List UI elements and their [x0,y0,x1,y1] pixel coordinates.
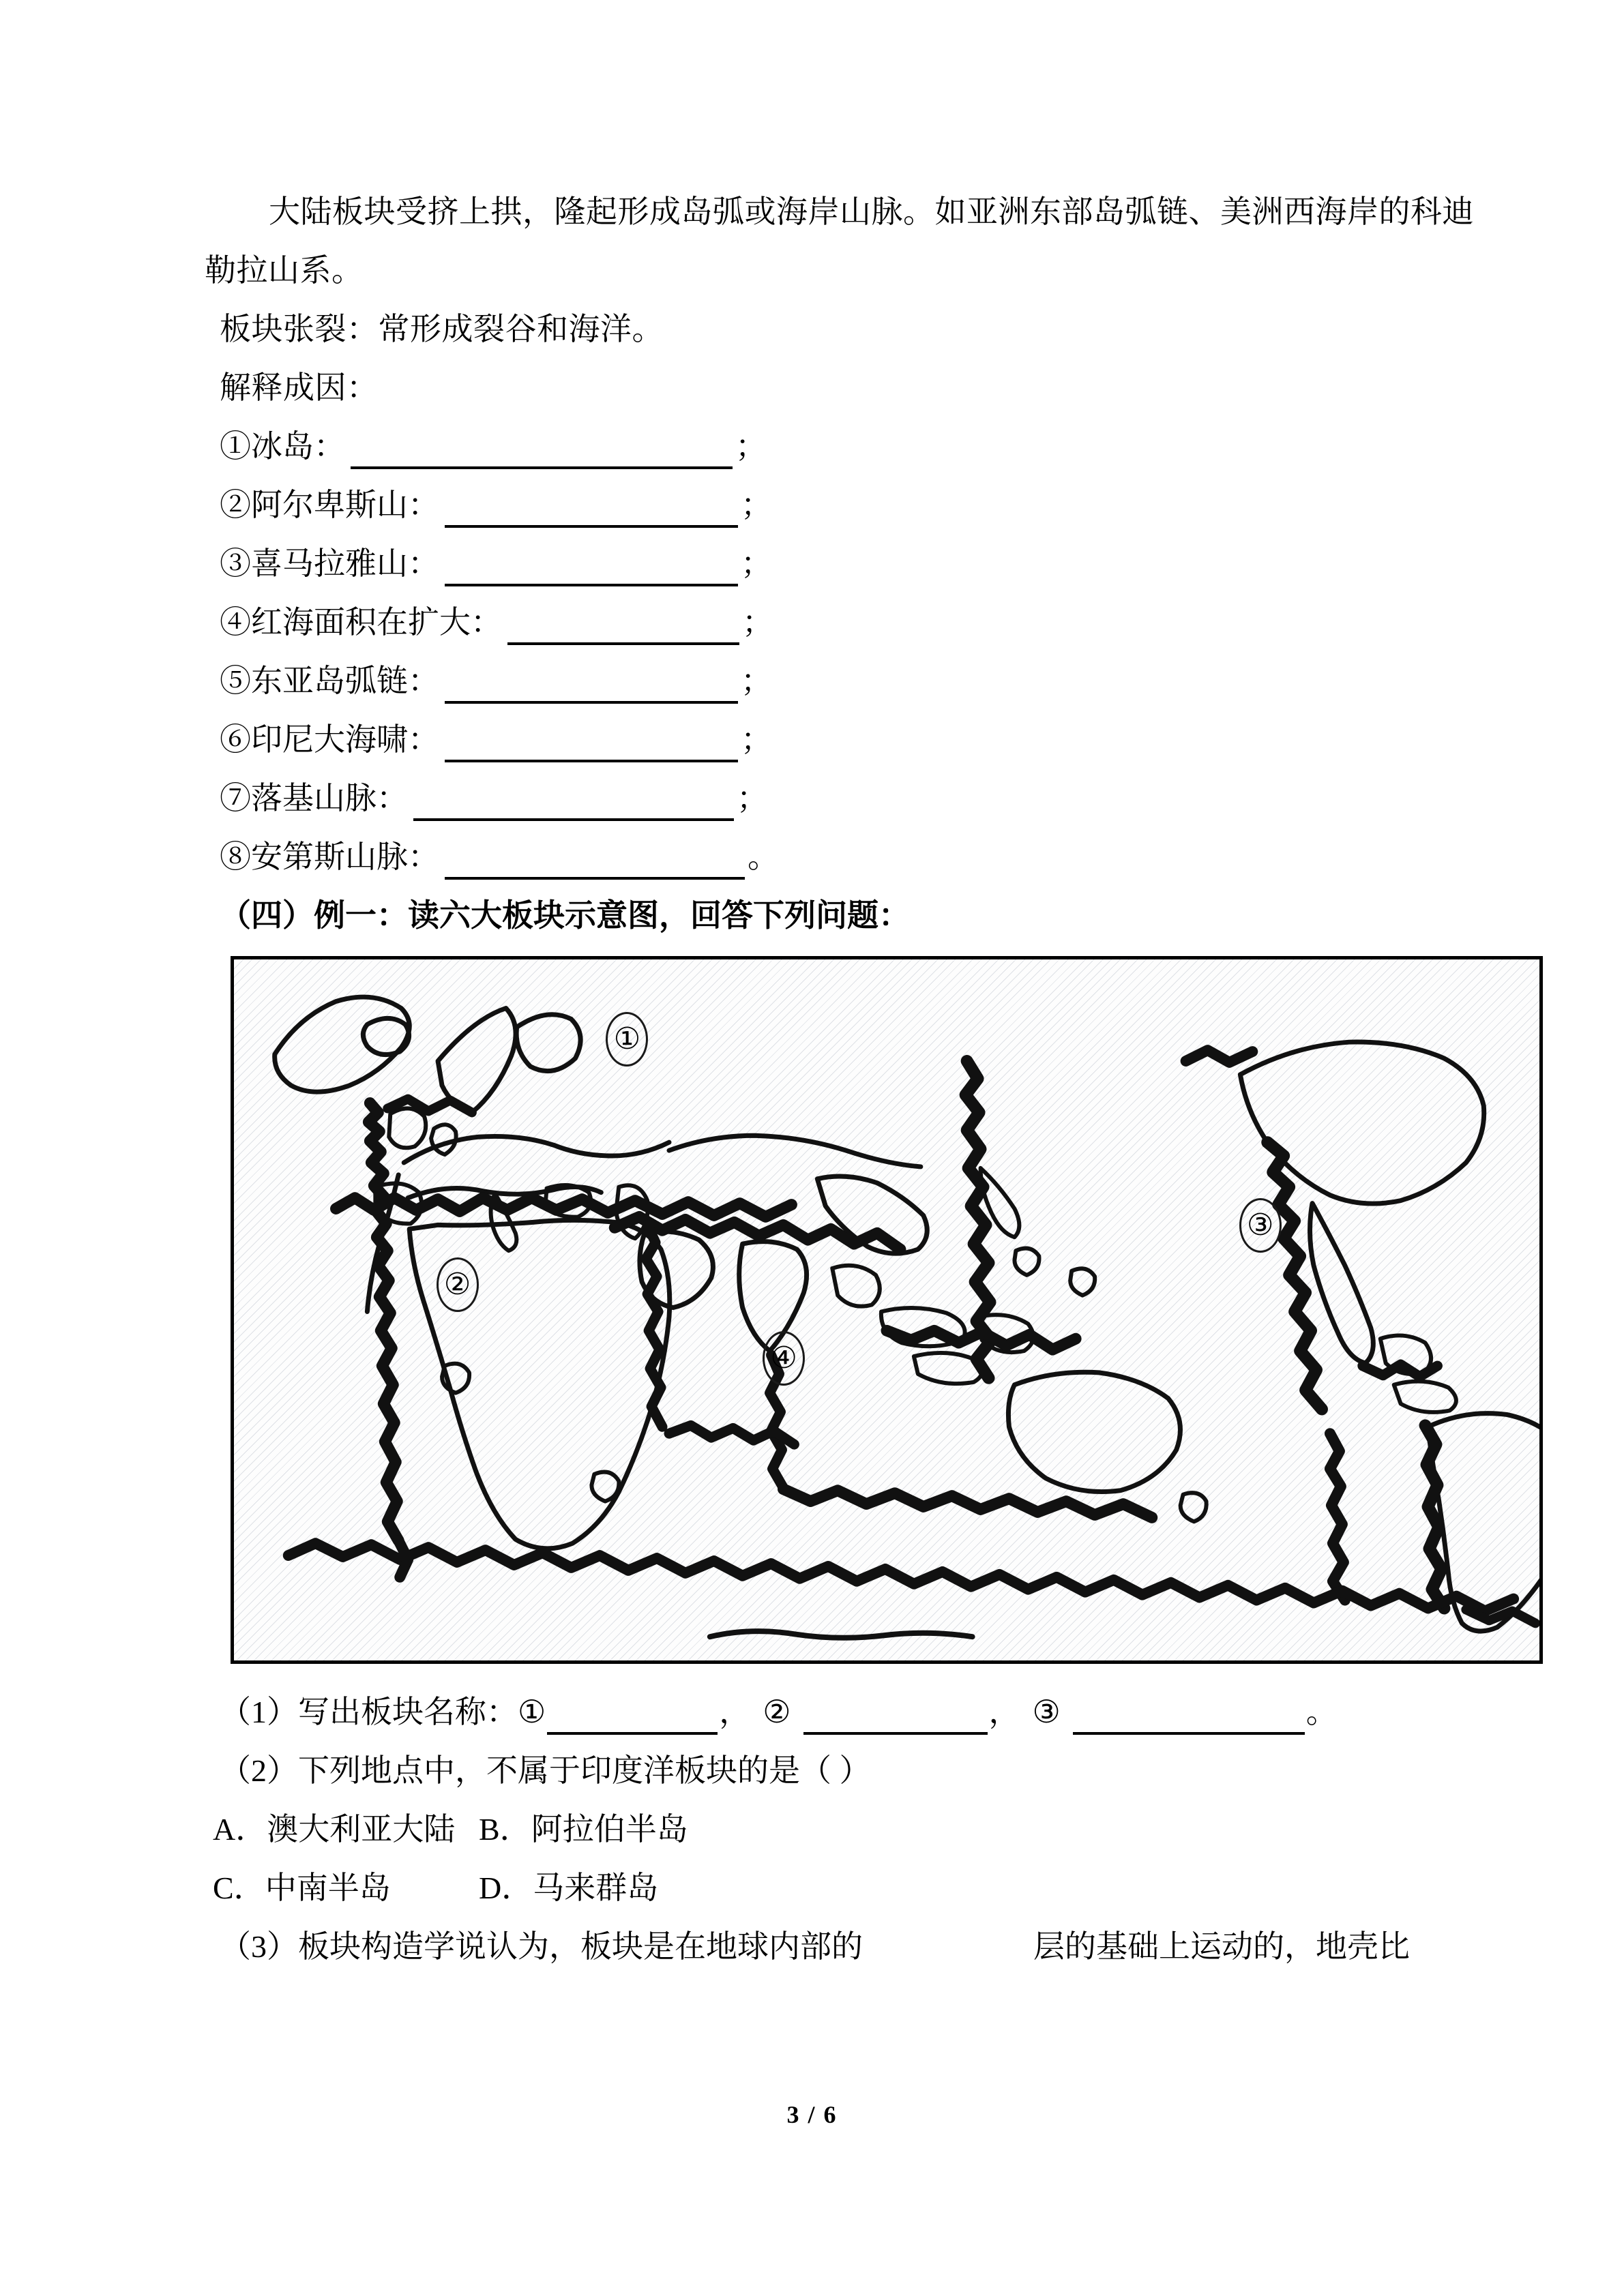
option-b-text: 阿拉伯半岛 [531,1812,688,1847]
option-b[interactable] [479,1812,688,1847]
question-3-part-1: （3）板块构造学说认为，板块是在地球内部的 [220,1929,863,1964]
option-a-key: A． [213,1812,267,1847]
question-1-blank-2[interactable] [803,1706,988,1735]
world-plate-boundaries-drawing [234,959,1539,1660]
blank-item-2-label: ②阿尔卑斯山： [220,488,439,522]
option-c-key: C． [213,1870,265,1905]
blank-item-5-tail: ； [741,664,772,698]
question-1-blank-3[interactable] [1073,1706,1305,1735]
page-number: 3 / 6 [786,2101,838,2128]
blank-item-2-input[interactable] [445,498,738,528]
blank-item-3-input[interactable] [445,556,738,586]
map-marker-3[interactable]: ③ [1239,1198,1282,1253]
option-d-key: D． [479,1870,533,1905]
option-b-key: B． [479,1812,531,1847]
paragraph-explain-causes: 解释成因： [220,370,379,405]
blank-item-5 [205,652,1446,711]
blank-item-3 [205,535,1446,593]
paragraph-plate-rifting: 板块张裂：常形成裂谷和海洋。 [220,312,664,346]
blank-item-3-tail: ； [741,546,772,581]
map-marker-1[interactable]: ① [606,1012,648,1067]
plate-map-figure [231,956,1543,1664]
question-1-marker-1: ① [518,1695,546,1729]
option-d-text: 马来群岛 [533,1870,659,1905]
blank-item-4 [205,593,1446,652]
question-1-separator-2: ， [988,1695,1020,1729]
blank-item-8-label: ⑧安第斯山脉： [220,839,439,874]
plate-map-frame [231,956,1543,1664]
question-2-text: （2）下列地点中，不属于印度洋板块的是（ ） [220,1753,871,1788]
blank-item-5-label: ⑤东亚岛弧链： [220,664,439,698]
question-1-separator-1: ， [719,1695,751,1729]
blank-item-7-input[interactable] [413,791,734,821]
blank-item-1-tail: ； [735,429,767,464]
option-c-text: 中南半岛 [265,1870,391,1905]
blank-item-1-label: ①冰岛： [220,429,345,464]
blank-item-2 [205,476,1446,535]
question-3 [205,1918,1446,1976]
option-c[interactable] [213,1859,479,1918]
question-2-options-row-1 [205,1800,1446,1859]
page-content [205,183,1474,1976]
question-1 [205,1683,1446,1742]
blank-item-3-label: ③喜马拉雅山： [220,546,439,581]
blank-item-6-label: ⑥印尼大海啸： [220,722,439,757]
question-1-end: 。 [1305,1695,1338,1729]
blank-item-4-label: ④红海面积在扩大： [220,605,502,640]
blank-item-7-tail: ； [737,781,768,816]
blank-item-4-tail: ； [742,605,773,640]
question-2 [205,1742,1446,1800]
blank-item-6 [205,711,1446,769]
question-1-blank-1[interactable] [547,1706,718,1735]
map-marker-4[interactable]: ④ [763,1331,805,1386]
blank-item-5-input[interactable] [445,674,738,704]
option-a-text: 澳大利亚大陆 [267,1812,456,1847]
blank-item-8 [205,828,1446,886]
blank-item-1-input[interactable] [351,439,733,469]
blank-item-7 [205,769,1446,828]
question-2-options-row-2 [205,1859,1446,1918]
question-1-prefix: （1）写出板块名称： [220,1695,518,1729]
paragraph-continental-plates-line1: 大陆板块受挤上拱，隆起形成岛弧或海岸山脉。如亚洲东部岛弧链、美洲西海岸的科迪 [269,194,1474,229]
blank-item-4-input[interactable] [507,615,739,645]
example-heading: （四）例一：读六大板块示意图，回答下列问题： [220,898,910,933]
option-d[interactable] [479,1870,658,1905]
blank-item-2-tail: ； [741,488,772,522]
blank-item-6-tail: ； [741,722,772,757]
option-a[interactable] [213,1800,479,1859]
paragraph-continental-plates-line2: 勒拉山系。 [205,253,364,288]
blank-item-1 [205,417,1446,476]
blank-item-6-input[interactable] [445,732,738,762]
question-1-marker-3: ③ [1032,1695,1061,1729]
page-footer [0,2100,1624,2129]
question-1-marker-2: ② [763,1695,791,1729]
question-3-part-2: 层的基础上运动的，地壳比 [1033,1929,1410,1964]
blank-item-8-input[interactable] [445,850,745,880]
map-marker-2[interactable]: ② [437,1257,479,1312]
blank-item-8-tail: 。 [748,839,779,874]
blank-item-7-label: ⑦落基山脉： [220,781,408,816]
